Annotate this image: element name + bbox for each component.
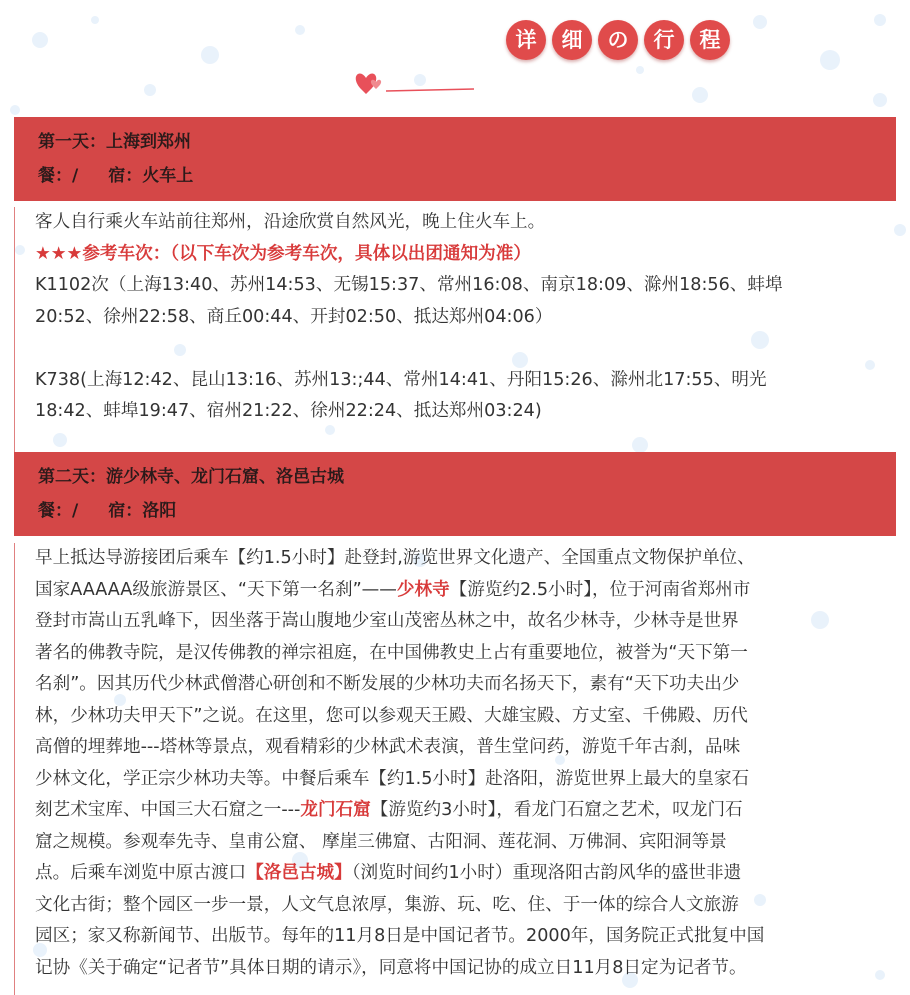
train-k738-line1: K738(上海12:42、昆山13:16、苏州13:;44、常州14:41、丹阳15:26、滁州北17:55、明光 xyxy=(35,369,767,390)
day1-meal-stay xyxy=(38,159,896,193)
shaolin-temple-highlight: 少林寺 xyxy=(396,579,450,600)
title-char-circle: 详 xyxy=(506,20,546,60)
title-char-circle: 程 xyxy=(690,20,730,60)
title-char-circle: 行 xyxy=(644,20,684,60)
day2-line: 窟之规模。参观奉先寺、皇甫公窟、 摩崖三佛窟、古阳洞、莲花洞、万佛洞、宾阳洞等景 xyxy=(35,831,727,852)
day2-title: 第二天：游少林寺、龙门石窟、洛邑古城 xyxy=(38,467,344,487)
meal-label: 餐：/ xyxy=(38,166,79,186)
luoyi-ancient-city-highlight: 【洛邑古城】 xyxy=(246,863,352,883)
day2-line: 文化古街；整个园区一步一景，人文气息浓厚，集游、玩、吃、住、于一体的综合人文旅游 xyxy=(35,894,739,915)
day2-meal-stay xyxy=(38,494,896,528)
day2-line: 登封市嵩山五乳峰下，因坐落于嵩山腹地少室山茂密丛林之中，故名少林寺，少林寺是世界 xyxy=(35,611,739,631)
day1-header xyxy=(14,117,896,201)
day2-line: 林，少林功夫甲天下”之说。在这里，您可以参观天王殿、大雄宝殿、方丈室、千佛殿、历代 xyxy=(35,705,748,726)
stay-label: 宿：洛阳 xyxy=(108,501,177,521)
title-char-circle: 细 xyxy=(552,20,592,60)
stay-label: 宿：火车上 xyxy=(108,166,194,186)
train-notice: ★★★参考车次：（以下车次为参考车次，具体以出团通知为准） xyxy=(35,243,531,264)
title-char-circle: の xyxy=(598,20,638,60)
train-k1102-line2: 20:52、徐州22:58、商丘00:44、开封02:50、抵达郑州04:06） xyxy=(35,306,553,327)
itinerary-title xyxy=(0,20,910,64)
day2-body xyxy=(14,543,896,995)
train-k738-line2: 18:42、蚌埠19:47、宿州21:22、徐州22:24、抵达郑州03:24) xyxy=(35,401,542,421)
day2-line: 著名的佛教寺院，是汉传佛教的禅宗祖庭，在中国佛教史上占有重要地位，被誉为“天下第一 xyxy=(35,642,748,663)
day2-line: 国家AAAAA级旅游景区、“天下第一名刹”——少林寺【游览约2.5小时】，位于河南省郑州市 xyxy=(35,579,751,600)
longmen-grottoes-highlight: 龙门石窟 xyxy=(300,800,371,820)
day2-line: 点。后乘车浏览中原古渡口【洛邑古城】（浏览时间约1小时）重现洛阳古韵风华的盛世非遗 xyxy=(35,863,742,883)
meal-label: 餐：/ xyxy=(38,501,79,521)
train-k1102-line1: K1102次（上海13:40、苏州14:53、无锡15:37、常州16:08、南京18:09、滁州18:56、蚌埠 xyxy=(35,275,783,295)
heart-icon xyxy=(352,64,477,104)
day2-line: 早上抵达导游接团后乘车【约1.5小时】赴登封,游览世界文化遗产、全国重点文物保护单位、 xyxy=(35,548,755,568)
day1-title: 第一天：上海到郑州 xyxy=(38,132,191,152)
day1-body xyxy=(14,207,896,452)
day2-line: 名刹”。因其历代少林武僧潜心研创和不断发展的少林功夫而名扬天下，素有“天下功夫出少 xyxy=(35,674,740,694)
day2-line: 记协《关于确定“记者节”具体日期的请示》，同意将中国记协的成立日11月8日定为记者节。 xyxy=(35,957,747,978)
day2-line: 园区；家又称新闻节、出版节。每年的11月8日是中国记者节。2000年，国务院正式批复中国 xyxy=(35,926,765,946)
day2-header xyxy=(14,452,896,536)
day2-line: 刻艺术宝库、中国三大石窟之一---龙门石窟【游览约3小时】，看龙门石窟之艺术，叹龙门石 xyxy=(35,800,743,820)
day1-intro: 客人自行乘火车站前往郑州，沿途欣赏自然风光，晚上住火车上。 xyxy=(35,212,546,232)
day2-line: 高僧的埋葬地---塔林等景点，观看精彩的少林武术表演，普生堂问药，游览千年古刹，品味 xyxy=(35,737,741,757)
day2-line: 少林文化，学正宗少林功夫等。中餐后乘车【约1.5小时】赴洛阳，游览世界上最大的皇家石 xyxy=(35,768,750,789)
